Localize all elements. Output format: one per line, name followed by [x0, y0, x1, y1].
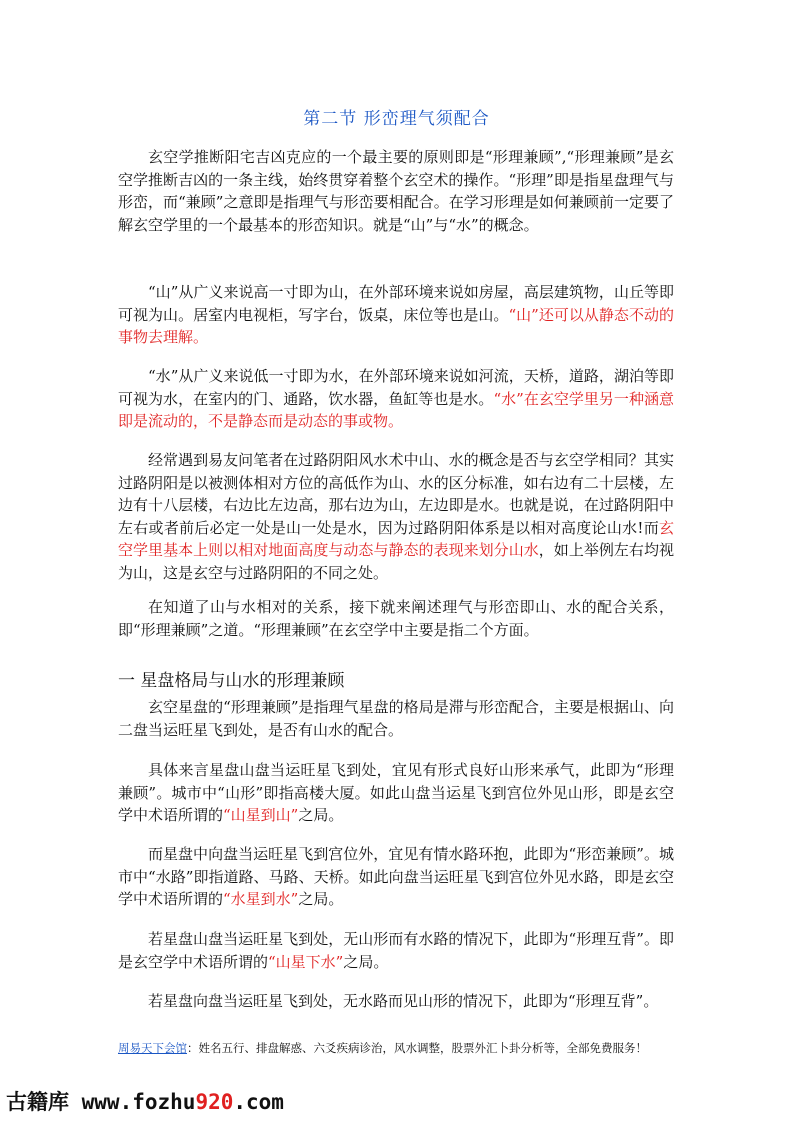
paragraph-9: [118, 928, 674, 973]
paragraph-4-highlight: 玄空学里基本上则以相对地面高度与动态与静态的表现来划分山水: [118, 518, 674, 559]
paragraph-8-text-a: 而星盘中向盘当运旺星飞到宫位外，宜见有情水路环抱，此即为“形峦兼顾”。城市中“水路”即指道路、马路、天桥。如此向盘当运旺星飞到宫位外见水路，即是玄空学中术语所谓的: [118, 845, 674, 908]
paragraph-4: [118, 449, 674, 584]
footer-text: ：姓名五行、排盘解惑、六爻疾病诊治，风水调整，股票外汇卜卦分析等，全部免费服务！: [187, 1041, 647, 1055]
paragraph-4-text-b: ，如上举例左右均视为山，这是玄空与过路阴阳的不同之处。: [118, 541, 674, 582]
paragraph-7-text-b: 之局。: [298, 806, 344, 824]
paragraph-3-text: “水”从广义来说低一寸即为水，在外部环境来说如河流，天桥，道路，湖泊等即可视为水，在室内的门、通路，饮水器，鱼缸等也是水。: [118, 367, 674, 408]
paragraph-2-highlight: “山”还可以从静态不动的事物去理解。: [118, 305, 674, 346]
section-title: 第二节 形峦理气须配合: [303, 109, 490, 129]
paragraph-4-text-a: 经常遇到易友问笔者在过路阴阳风水术中山、水的概念是否与玄空学相同？其实过路阴阳是以被测体相对方位的高低作为山、水的区分标准，如右边有二十层楼，左边有十八层楼，右边比左边高，那右边为山，左边即是水。也就是说，在过路阴阳中左右或者前后必定一处是山一处是水，因为过路阴阳体系是以相对高度论山水!而: [118, 451, 674, 537]
site-watermark: [6, 1086, 284, 1116]
paragraph-6: 玄空星盘的“形理兼顾”是指理气星盘的格局是滞与形峦配合，主要是根据山、向二盘当运旺星飞到处，是否有山水的配合。: [118, 698, 674, 739]
paragraph-10: 若星盘向盘当运旺星飞到处，无水路而见山形的情况下，此即为“形理互背”。: [148, 992, 659, 1010]
paragraph-8: [118, 843, 674, 911]
paragraph-7-text-a: 具体来言星盘山盘当运旺星飞到处，宜见有形式良好山形来承气，此即为“形理兼顾”。城市中“山形”即指高楼大厦。如此山盘当运星飞到宫位外见山形，即是玄空学中术语所谓的: [118, 761, 674, 824]
paragraph-8-highlight: “水星到水”: [223, 890, 299, 908]
section-heading: 一 星盘格局与山水的形理兼顾: [118, 671, 345, 691]
paragraph-3-highlight: “水”在玄空学里另一种涵意即是流动的，不是静态而是动态的事或物。: [118, 389, 674, 430]
paragraph-5: 在知道了山与水相对的关系，接下就来阐述理气与形峦即山、水的配合关系，即“形理兼顾”之道。“形理兼顾”在玄空学中主要是指二个方面。: [118, 598, 674, 639]
watermark-prefix: 古籍库 www.fozhu: [6, 1090, 196, 1114]
watermark-highlight: 920: [195, 1090, 234, 1114]
paragraph-3: [118, 365, 674, 433]
paragraph-9-text-a: 若星盘山盘当运旺星飞到处，无山形而有水路的情况下，此即为“形理互背”。即是玄空学中术语所谓的: [118, 930, 674, 971]
footer-link[interactable]: 周易天下会馆: [118, 1041, 187, 1055]
paragraph-7-highlight: “山星到山”: [223, 806, 299, 824]
paragraph-2-text: “山”从广义来说高一寸即为山，在外部环境来说如房屋，高层建筑物，山丘等即可视为山。居室内电视柜，写字台，饭桌，床位等也是山。: [118, 283, 674, 324]
watermark-suffix: .com: [233, 1090, 284, 1114]
paragraph-7: [118, 759, 674, 827]
footer: [118, 1040, 647, 1056]
paragraph-1: 玄空学推断阳宅吉凶克应的一个最主要的原则即是“形理兼顾”,“形理兼顾”是玄空学推断吉凶的一条主线，始终贯穿着整个玄空术的操作。“形理”即是指星盘理气与形峦，而“兼顾”之意即是指理气与形峦要相配合。在学习形理是如何兼顾前一定要了解玄空学里的一个最基本的形峦知识。就是“山”与“水”的概念。: [118, 148, 674, 234]
paragraph-9-highlight: “山星下水”: [268, 952, 344, 971]
paragraph-2: [118, 281, 674, 349]
paragraph-8-text-b: 之局。: [298, 890, 344, 908]
paragraph-9-text-b: 之局。: [343, 952, 389, 971]
